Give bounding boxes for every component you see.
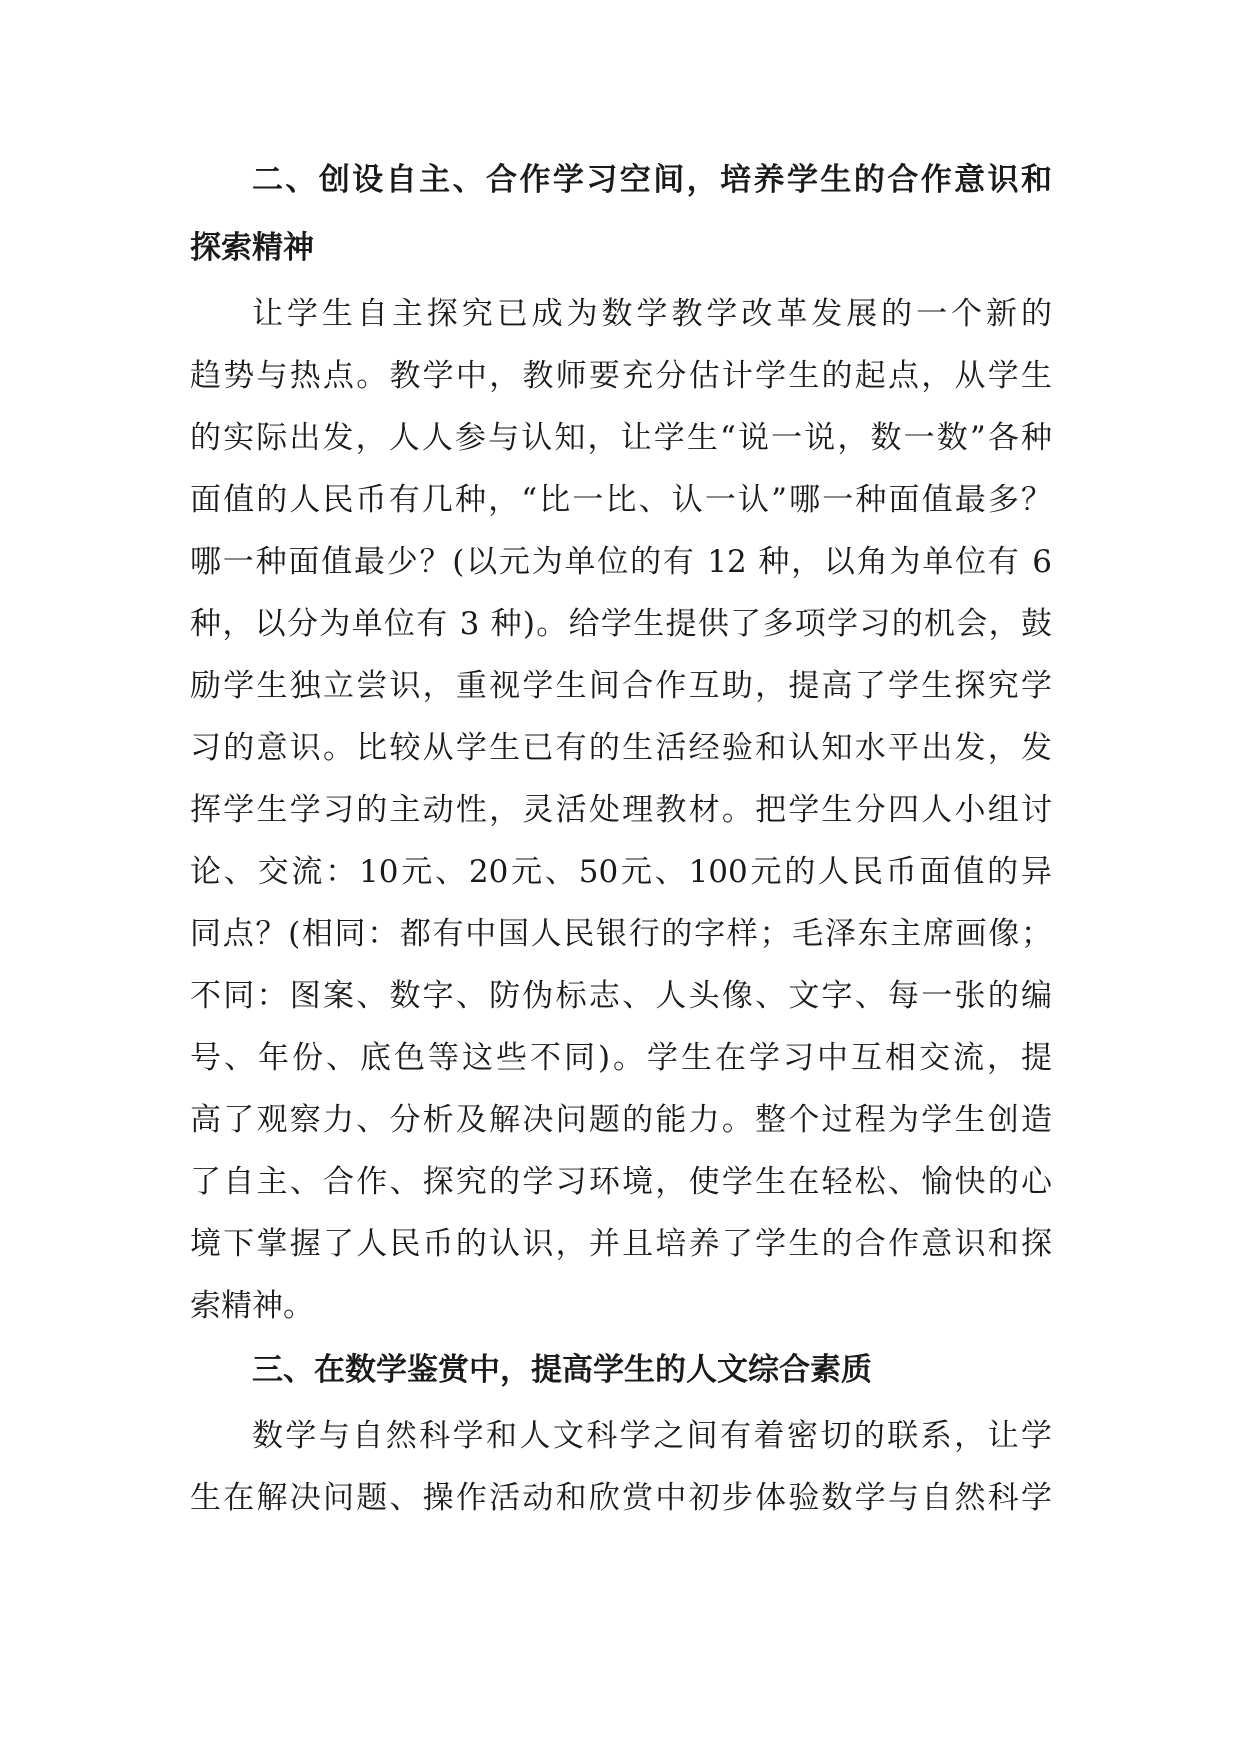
paragraph-line: 励学生独立尝识，重视学生间合作互助，提高了学生探究学 [190, 668, 1052, 704]
paragraph-line: 的实际出发，人人参与认知，让学生“说一说，数一数”各种 [190, 420, 1052, 456]
paragraph-line: 同点？(相同：都有中国人民银行的字样；毛泽东主席画像； [190, 916, 1052, 952]
paragraph-line: 索精神。 [190, 1288, 314, 1324]
paragraph-line: 不同：图案、数字、防伪标志、人头像、文字、每一张的编 [190, 978, 1052, 1014]
paragraph-line: 让学生自主探究已成为数学教学改革发展的一个新的 [252, 296, 1052, 332]
paragraph-line: 趋势与热点。教学中，教师要充分估计学生的起点，从学生 [190, 358, 1052, 394]
paragraph-line: 数学与自然科学和人文科学之间有着密切的联系，让学 [252, 1418, 1052, 1454]
paragraph-line: 生在解决问题、操作活动和欣赏中初步体验数学与自然科学 [190, 1480, 1052, 1516]
section2-heading-line-1: 二、创设自主、合作学习空间，培养学生的合作意识和 [252, 162, 1052, 198]
paragraph-line: 习的意识。比较从学生已有的生活经验和认知水平出发，发 [190, 730, 1052, 766]
paragraph-line: 号、年份、底色等这些不同)。学生在学习中互相交流，提 [190, 1040, 1052, 1076]
section3-heading: 三、在数学鉴赏中，提高学生的人文综合素质 [252, 1352, 872, 1388]
paragraph-line: 种，以分为单位有 3 种)。给学生提供了多项学习的机会，鼓 [190, 606, 1052, 642]
paragraph-line: 高了观察力、分析及解决问题的能力。整个过程为学生创造 [190, 1102, 1052, 1138]
section2-heading-line-2: 探索精神 [190, 230, 314, 266]
paragraph-line: 了自主、合作、探究的学习环境，使学生在轻松、愉快的心 [190, 1164, 1052, 1200]
paragraph-line: 哪一种面值最少？(以元为单位的有 12 种，以角为单位有 6 [190, 544, 1052, 580]
paragraph-line: 面值的人民币有几种，“比一比、认一认”哪一种面值最多？ [190, 482, 1052, 518]
paragraph-line: 境下掌握了人民币的认识，并且培养了学生的合作意识和探 [190, 1226, 1052, 1262]
paragraph-line: 论、交流：10元、20元、50元、100元的人民币面值的异 [190, 854, 1052, 890]
paragraph-line: 挥学生学习的主动性，灵活处理教材。把学生分四人小组讨 [190, 792, 1052, 828]
